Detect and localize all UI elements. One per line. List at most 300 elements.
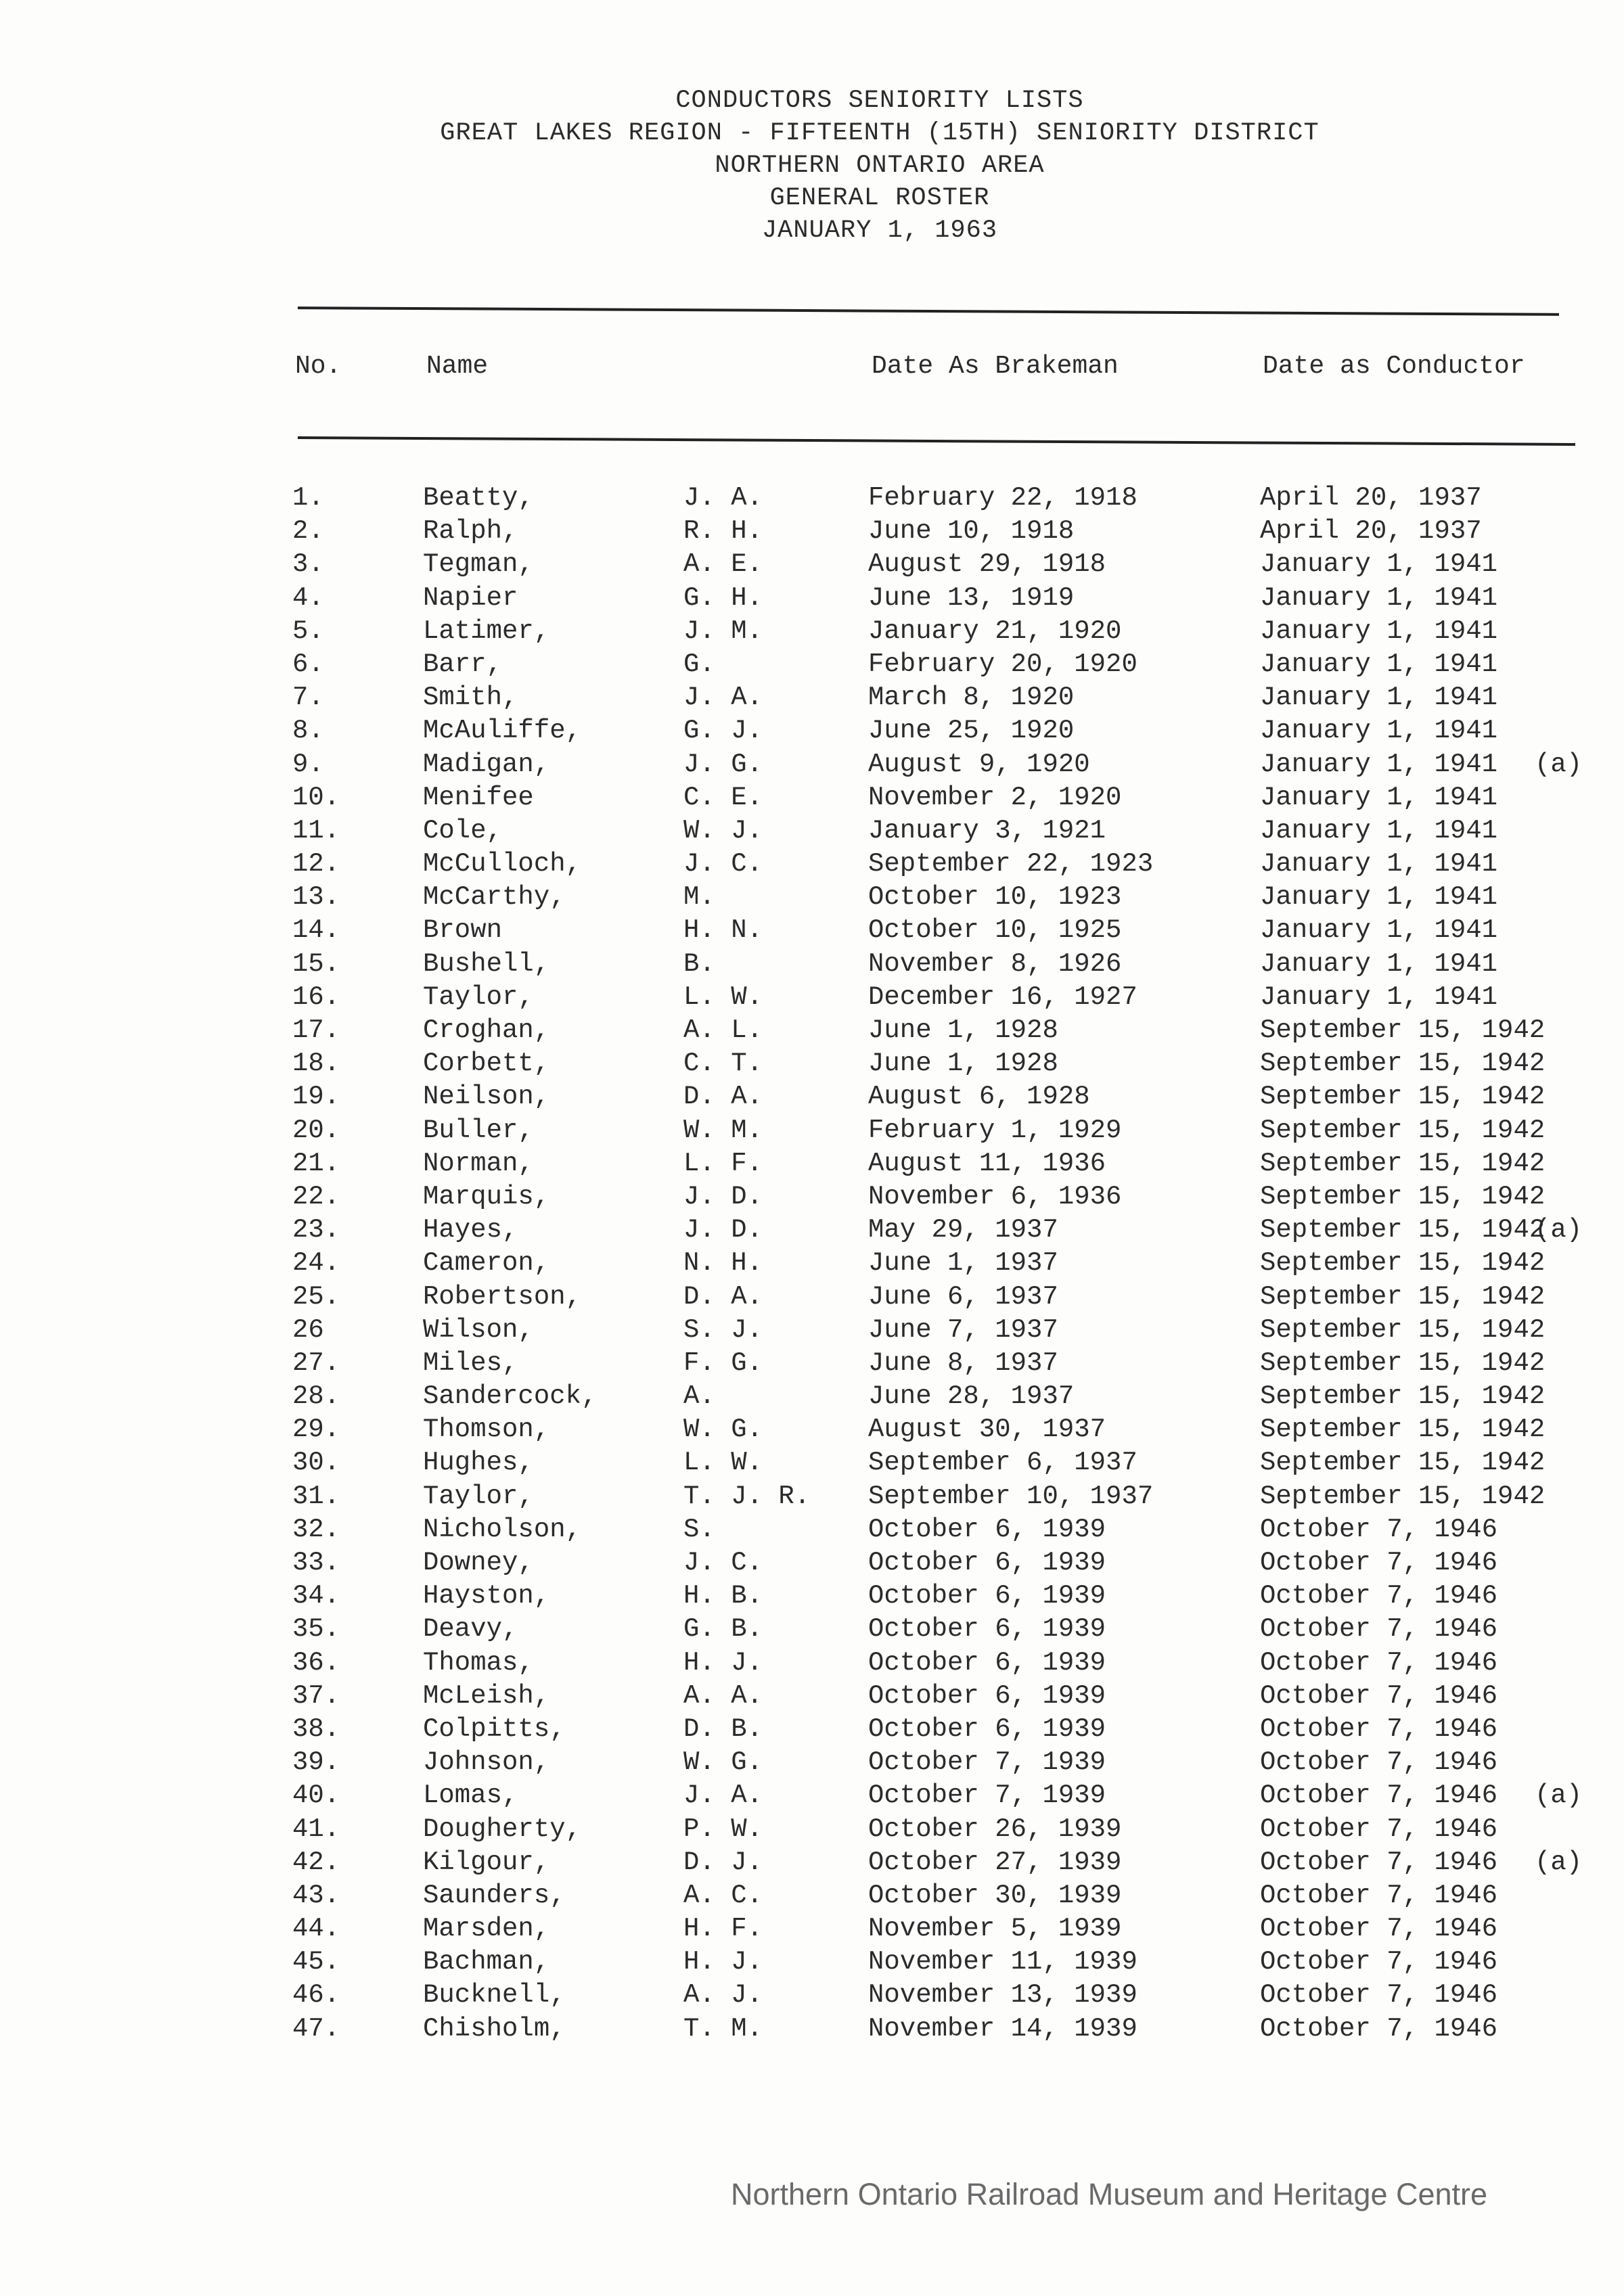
row-name: Croghan, [423, 1015, 550, 1045]
table-row [0, 1946, 1624, 1979]
row-initials: H. F. [683, 1914, 763, 1944]
table-row [0, 582, 1624, 615]
row-brakeman-date: October 10, 1925 [868, 915, 1122, 946]
row-brakeman-date: August 6, 1928 [868, 1082, 1090, 1112]
row-conductor-date: September 15, 1942 [1260, 1148, 1546, 1178]
row-name: Lomas, [423, 1781, 518, 1811]
table-row [0, 1247, 1624, 1280]
row-conductor-date: September 15, 1942 [1260, 1314, 1546, 1345]
row-initials: J. C. [683, 1548, 763, 1578]
row-brakeman-date: October 7, 1939 [868, 1747, 1106, 1778]
row-name: Robertson, [423, 1281, 582, 1312]
table-row [0, 1813, 1624, 1846]
row-number: 6. [292, 649, 324, 679]
row-conductor-date: January 1, 1941 [1260, 982, 1498, 1012]
row-initials: J. A. [683, 683, 763, 713]
row-number: 10. [292, 782, 340, 812]
table-row [0, 814, 1624, 848]
header-roster: GENERAL ROSTER [769, 184, 990, 212]
row-number: 25. [292, 1281, 340, 1312]
row-initials: W. G. [683, 1747, 763, 1778]
table-row [0, 515, 1624, 548]
row-number: 15. [292, 948, 340, 979]
row-initials: P. W. [683, 1814, 763, 1844]
row-conductor-date: April 20, 1937 [1260, 483, 1482, 513]
table-row [0, 1846, 1624, 1879]
row-brakeman-date: October 30, 1939 [868, 1880, 1122, 1910]
row-brakeman-date: November 8, 1926 [868, 948, 1122, 979]
row-brakeman-date: November 2, 1920 [868, 782, 1122, 812]
row-conductor-date: October 7, 1946 [1260, 1880, 1498, 1910]
table-row [0, 2013, 1624, 2046]
row-initials: H. N. [683, 915, 763, 946]
row-initials: L. F. [683, 1148, 763, 1178]
row-conductor-date: October 7, 1946 [1260, 1680, 1498, 1711]
row-initials: H. J. [683, 1647, 763, 1678]
row-note: (a) [1535, 1215, 1583, 1245]
table-row [0, 1314, 1624, 1347]
row-brakeman-date: October 6, 1939 [868, 1514, 1106, 1544]
row-name: Kilgour, [423, 1847, 550, 1877]
row-number: 43. [292, 1880, 340, 1910]
top-rule [298, 306, 1559, 316]
row-number: 32. [292, 1514, 340, 1544]
row-note: (a) [1535, 1847, 1583, 1877]
row-conductor-date: September 15, 1942 [1260, 1215, 1546, 1245]
table-row [0, 1047, 1624, 1080]
table-row [0, 1014, 1624, 1047]
header-bottom-rule [298, 436, 1575, 446]
table-row [0, 1879, 1624, 1912]
row-initials: R. H. [683, 516, 763, 547]
row-name: Hayston, [423, 1581, 550, 1611]
row-name: Chisholm, [423, 2013, 566, 2044]
row-conductor-date: September 15, 1942 [1260, 1381, 1546, 1412]
row-number: 46. [292, 1980, 340, 2011]
table-row [0, 848, 1624, 881]
row-brakeman-date: October 6, 1939 [868, 1581, 1106, 1611]
row-number: 7. [292, 683, 324, 713]
row-conductor-date: January 1, 1941 [1260, 716, 1498, 746]
row-number: 30. [292, 1448, 340, 1478]
row-conductor-date: October 7, 1946 [1260, 1781, 1498, 1811]
row-conductor-date: September 15, 1942 [1260, 1481, 1546, 1511]
row-initials: A. L. [683, 1015, 763, 1045]
table-row [0, 548, 1624, 581]
table-row [0, 1080, 1624, 1113]
table-row [0, 714, 1624, 748]
row-number: 3. [292, 549, 324, 580]
row-name: McCulloch, [423, 849, 582, 879]
row-name: Barr, [423, 649, 503, 679]
row-initials: D. A. [683, 1082, 763, 1112]
row-note: (a) [1535, 749, 1583, 779]
row-name: Marquis, [423, 1181, 550, 1212]
row-conductor-date: October 7, 1946 [1260, 1814, 1498, 1844]
row-name: Hughes, [423, 1448, 534, 1478]
row-number: 4. [292, 582, 324, 613]
row-brakeman-date: June 13, 1919 [868, 582, 1075, 613]
row-brakeman-date: October 26, 1939 [868, 1814, 1122, 1844]
row-brakeman-date: August 29, 1918 [868, 549, 1106, 580]
row-brakeman-date: June 25, 1920 [868, 716, 1075, 746]
row-conductor-date: January 1, 1941 [1260, 649, 1498, 679]
row-brakeman-date: January 21, 1920 [868, 616, 1122, 646]
row-initials: A. E. [683, 549, 763, 580]
row-name: McCarthy, [423, 882, 566, 913]
row-brakeman-date: October 6, 1939 [868, 1614, 1106, 1645]
table-row [0, 1347, 1624, 1380]
row-name: Taylor, [423, 1481, 534, 1511]
row-conductor-date: September 15, 1942 [1260, 1115, 1546, 1145]
row-number: 20. [292, 1115, 340, 1145]
table-row [0, 1446, 1624, 1479]
row-brakeman-date: June 7, 1937 [868, 1314, 1058, 1345]
row-brakeman-date: November 14, 1939 [868, 2013, 1137, 2044]
row-name: Dougherty, [423, 1814, 582, 1844]
row-brakeman-date: June 1, 1928 [868, 1015, 1058, 1045]
row-name: Brown [423, 915, 503, 946]
row-name: Ralph, [423, 516, 518, 547]
row-conductor-date: October 7, 1946 [1260, 1947, 1498, 1977]
row-conductor-date: October 7, 1946 [1260, 1980, 1498, 2011]
row-initials: N. H. [683, 1248, 763, 1279]
row-number: 2. [292, 516, 324, 547]
row-initials: S. J. [683, 1314, 763, 1345]
table-row [0, 1180, 1624, 1214]
table-row [0, 1480, 1624, 1513]
row-number: 19. [292, 1082, 340, 1112]
header-area: NORTHERN ONTARIO AREA [715, 152, 1045, 180]
row-brakeman-date: December 16, 1927 [868, 982, 1137, 1012]
row-brakeman-date: August 11, 1936 [868, 1148, 1106, 1178]
table-row [0, 748, 1624, 781]
row-conductor-date: October 7, 1946 [1260, 1847, 1498, 1877]
row-initials: D. A. [683, 1281, 763, 1312]
row-conductor-date: October 7, 1946 [1260, 2013, 1498, 2044]
row-number: 37. [292, 1680, 340, 1711]
table-row [0, 1613, 1624, 1646]
row-name: McAuliffe, [423, 716, 582, 746]
row-name: Madigan, [423, 749, 550, 779]
row-brakeman-date: August 30, 1937 [868, 1415, 1106, 1445]
row-initials: D. J. [683, 1847, 763, 1877]
row-number: 42. [292, 1847, 340, 1877]
table-row [0, 948, 1624, 981]
row-name: Thomas, [423, 1647, 534, 1678]
table-row [0, 1513, 1624, 1546]
row-brakeman-date: October 7, 1939 [868, 1781, 1106, 1811]
table-row [0, 1779, 1624, 1812]
row-name: Colpitts, [423, 1714, 566, 1744]
row-brakeman-date: November 13, 1939 [868, 1980, 1137, 2011]
column-header-conductor: Date as Conductor [1263, 352, 1525, 381]
row-name: Beatty, [423, 483, 534, 513]
row-number: 14. [292, 915, 340, 946]
row-name: McLeish, [423, 1680, 550, 1711]
row-brakeman-date: June 1, 1937 [868, 1248, 1058, 1279]
row-number: 44. [292, 1914, 340, 1944]
row-number: 36. [292, 1647, 340, 1678]
row-number: 38. [292, 1714, 340, 1744]
row-conductor-date: January 1, 1941 [1260, 815, 1498, 846]
row-conductor-date: January 1, 1941 [1260, 915, 1498, 946]
row-conductor-date: January 1, 1941 [1260, 749, 1498, 779]
row-brakeman-date: June 28, 1937 [868, 1381, 1075, 1412]
header-date: JANUARY 1, 1963 [761, 216, 998, 245]
row-number: 34. [292, 1581, 340, 1611]
row-brakeman-date: October 6, 1939 [868, 1714, 1106, 1744]
row-initials: J. D. [683, 1181, 763, 1212]
row-number: 23. [292, 1215, 340, 1245]
row-conductor-date: October 7, 1946 [1260, 1747, 1498, 1778]
row-initials: G. [683, 649, 715, 679]
row-name: Bushell, [423, 948, 550, 979]
row-initials: L. W. [683, 982, 763, 1012]
row-number: 12. [292, 849, 340, 879]
row-number: 31. [292, 1481, 340, 1511]
row-number: 9. [292, 749, 324, 779]
document-header [379, 85, 1380, 247]
row-number: 5. [292, 616, 324, 646]
row-initials: J. M. [683, 616, 763, 646]
row-number: 33. [292, 1548, 340, 1578]
row-conductor-date: January 1, 1941 [1260, 782, 1498, 812]
row-conductor-date: October 7, 1946 [1260, 1614, 1498, 1645]
table-row [0, 681, 1624, 714]
table-row [0, 1680, 1624, 1713]
row-name: Tegman, [423, 549, 534, 580]
row-name: Sandercock, [423, 1381, 597, 1412]
row-initials: T. M. [683, 2013, 763, 2044]
row-name: Miles, [423, 1348, 518, 1378]
row-initials: C. T. [683, 1049, 763, 1079]
row-number: 13. [292, 882, 340, 913]
row-conductor-date: October 7, 1946 [1260, 1581, 1498, 1611]
row-conductor-date: September 15, 1942 [1260, 1049, 1546, 1079]
row-initials: G. J. [683, 716, 763, 746]
table-row [0, 881, 1624, 914]
row-conductor-date: September 15, 1942 [1260, 1181, 1546, 1212]
roster-table [0, 482, 1624, 2046]
row-brakeman-date: June 10, 1918 [868, 516, 1075, 547]
row-initials: J. D. [683, 1215, 763, 1245]
row-initials: A. A. [683, 1680, 763, 1711]
row-conductor-date: September 15, 1942 [1260, 1015, 1546, 1045]
table-row [0, 1114, 1624, 1147]
row-number: 21. [292, 1148, 340, 1178]
row-brakeman-date: August 9, 1920 [868, 749, 1090, 779]
row-number: 1. [292, 483, 324, 513]
row-number: 27. [292, 1348, 340, 1378]
row-name: Downey, [423, 1548, 534, 1578]
table-row [0, 781, 1624, 814]
row-conductor-date: September 15, 1942 [1260, 1448, 1546, 1478]
row-number: 28. [292, 1381, 340, 1412]
row-initials: F. G. [683, 1348, 763, 1378]
row-number: 40. [292, 1781, 340, 1811]
column-header-brakeman: Date As Brakeman [872, 352, 1119, 381]
table-row [0, 482, 1624, 515]
row-initials: D. B. [683, 1714, 763, 1744]
table-row [0, 1147, 1624, 1180]
row-brakeman-date: May 29, 1937 [868, 1215, 1058, 1245]
row-name: Bucknell, [423, 1980, 566, 2011]
table-row [0, 1281, 1624, 1314]
row-brakeman-date: October 6, 1939 [868, 1647, 1106, 1678]
row-number: 18. [292, 1049, 340, 1079]
table-row [0, 1546, 1624, 1580]
row-brakeman-date: November 5, 1939 [868, 1914, 1122, 1944]
row-conductor-date: April 20, 1937 [1260, 516, 1482, 547]
row-note: (a) [1535, 1781, 1583, 1811]
table-row [0, 1713, 1624, 1746]
row-name: Norman, [423, 1148, 534, 1178]
row-brakeman-date: September 6, 1937 [868, 1448, 1137, 1478]
row-number: 17. [292, 1015, 340, 1045]
row-number: 45. [292, 1947, 340, 1977]
column-header-no: No. [295, 352, 342, 381]
row-initials: W. M. [683, 1115, 763, 1145]
row-initials: W. J. [683, 815, 763, 846]
row-number: 39. [292, 1747, 340, 1778]
row-brakeman-date: January 3, 1921 [868, 815, 1106, 846]
row-brakeman-date: June 1, 1928 [868, 1049, 1058, 1079]
row-number: 22. [292, 1181, 340, 1212]
row-conductor-date: January 1, 1941 [1260, 549, 1498, 580]
row-initials: C. E. [683, 782, 763, 812]
row-number: 8. [292, 716, 324, 746]
table-row [0, 914, 1624, 947]
row-name: Cameron, [423, 1248, 550, 1279]
row-initials: G. B. [683, 1614, 763, 1645]
row-brakeman-date: October 6, 1939 [868, 1548, 1106, 1578]
row-conductor-date: September 15, 1942 [1260, 1415, 1546, 1445]
row-initials: G. H. [683, 582, 763, 613]
row-name: Thomson, [423, 1415, 550, 1445]
row-name: Napier [423, 582, 518, 613]
row-conductor-date: October 7, 1946 [1260, 1548, 1498, 1578]
row-initials: H. B. [683, 1581, 763, 1611]
row-brakeman-date: October 27, 1939 [868, 1847, 1122, 1877]
row-name: Buller, [423, 1115, 534, 1145]
row-name: Hayes, [423, 1215, 518, 1245]
row-initials: M. [683, 882, 715, 913]
row-initials: A. C. [683, 1880, 763, 1910]
row-initials: J. A. [683, 483, 763, 513]
table-row [0, 1380, 1624, 1413]
row-brakeman-date: February 1, 1929 [868, 1115, 1122, 1145]
row-name: Taylor, [423, 982, 534, 1012]
row-initials: J. G. [683, 749, 763, 779]
row-number: 11. [292, 815, 340, 846]
row-number: 47. [292, 2013, 340, 2044]
row-name: Johnson, [423, 1747, 550, 1778]
table-row [0, 1979, 1624, 2012]
row-name: Smith, [423, 683, 518, 713]
row-conductor-date: September 15, 1942 [1260, 1248, 1546, 1279]
table-row [0, 981, 1624, 1014]
row-brakeman-date: February 20, 1920 [868, 649, 1137, 679]
row-name: Nicholson, [423, 1514, 582, 1544]
row-initials: L. W. [683, 1448, 763, 1478]
row-brakeman-date: September 22, 1923 [868, 849, 1154, 879]
table-row [0, 648, 1624, 681]
table-row [0, 1746, 1624, 1779]
header-title: CONDUCTORS SENIORITY LISTS [675, 87, 1084, 115]
row-brakeman-date: October 6, 1939 [868, 1680, 1106, 1711]
row-conductor-date: October 7, 1946 [1260, 1714, 1498, 1744]
row-initials: T. J. R. [683, 1481, 811, 1511]
row-number: 29. [292, 1415, 340, 1445]
row-conductor-date: January 1, 1941 [1260, 582, 1498, 613]
row-initials: B. [683, 948, 715, 979]
row-brakeman-date: September 10, 1937 [868, 1481, 1154, 1511]
row-initials: H. J. [683, 1947, 763, 1977]
table-row [0, 615, 1624, 648]
row-name: Neilson, [423, 1082, 550, 1112]
table-row [0, 1580, 1624, 1613]
table-row [0, 1647, 1624, 1680]
row-initials: J. A. [683, 1781, 763, 1811]
column-header-name: Name [426, 352, 489, 381]
row-brakeman-date: June 6, 1937 [868, 1281, 1058, 1312]
table-row [0, 1214, 1624, 1247]
row-number: 16. [292, 982, 340, 1012]
row-name: Menifee [423, 782, 534, 812]
row-conductor-date: January 1, 1941 [1260, 616, 1498, 646]
row-name: Deavy, [423, 1614, 518, 1645]
row-name: Wilson, [423, 1314, 534, 1345]
row-number: 41. [292, 1814, 340, 1844]
row-conductor-date: January 1, 1941 [1260, 849, 1498, 879]
row-initials: A. [683, 1381, 715, 1412]
row-name: Corbett, [423, 1049, 550, 1079]
row-initials: W. G. [683, 1415, 763, 1445]
row-initials: A. J. [683, 1980, 763, 2011]
row-conductor-date: January 1, 1941 [1260, 683, 1498, 713]
row-initials: J. C. [683, 849, 763, 879]
header-region: GREAT LAKES REGION - FIFTEENTH (15TH) SENIORITY DISTRICT [440, 119, 1320, 147]
row-conductor-date: October 7, 1946 [1260, 1647, 1498, 1678]
row-name: Cole, [423, 815, 503, 846]
row-number: 35. [292, 1614, 340, 1645]
row-name: Saunders, [423, 1880, 566, 1910]
row-brakeman-date: February 22, 1918 [868, 483, 1137, 513]
row-conductor-date: September 15, 1942 [1260, 1082, 1546, 1112]
row-brakeman-date: March 8, 1920 [868, 683, 1075, 713]
row-number: 26 [292, 1314, 324, 1345]
row-conductor-date: September 15, 1942 [1260, 1348, 1546, 1378]
row-name: Bachman, [423, 1947, 550, 1977]
row-name: Marsden, [423, 1914, 550, 1944]
row-conductor-date: January 1, 1941 [1260, 948, 1498, 979]
table-row [0, 1912, 1624, 1946]
table-row [0, 1413, 1624, 1446]
row-conductor-date: September 15, 1942 [1260, 1281, 1546, 1312]
row-conductor-date: January 1, 1941 [1260, 882, 1498, 913]
row-conductor-date: October 7, 1946 [1260, 1514, 1498, 1544]
row-name: Latimer, [423, 616, 550, 646]
row-conductor-date: October 7, 1946 [1260, 1914, 1498, 1944]
row-brakeman-date: November 6, 1936 [868, 1181, 1122, 1212]
row-brakeman-date: June 8, 1937 [868, 1348, 1058, 1378]
row-brakeman-date: November 11, 1939 [868, 1947, 1137, 1977]
row-number: 24. [292, 1248, 340, 1279]
footer-watermark: Northern Ontario Railroad Museum and Heritage Centre [731, 2177, 1488, 2211]
row-initials: S. [683, 1514, 715, 1544]
row-brakeman-date: October 10, 1923 [868, 882, 1122, 913]
